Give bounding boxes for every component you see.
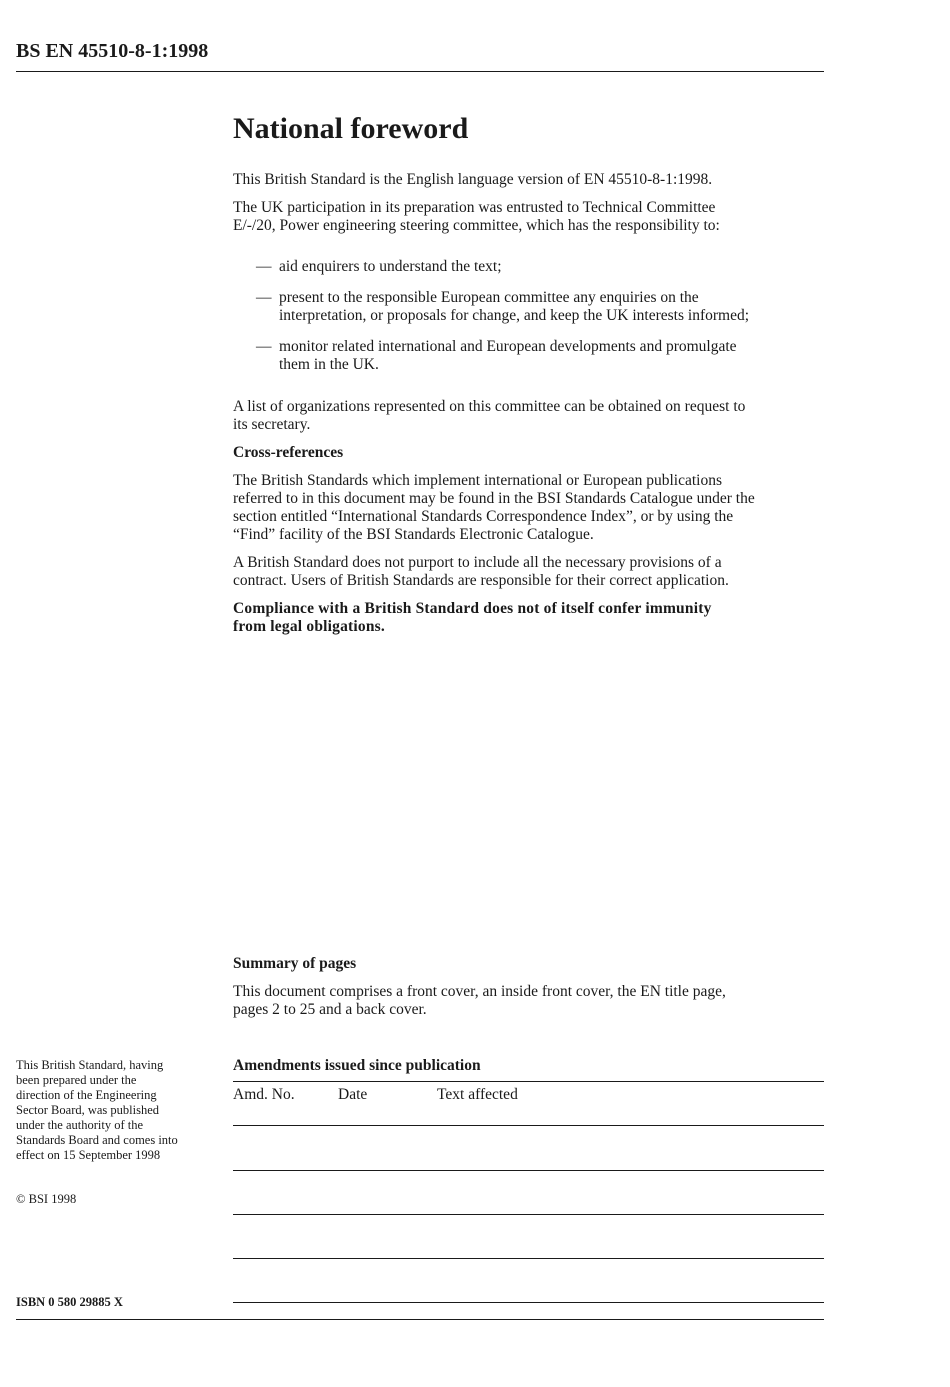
publication-note-line: Sector Board, was published: [16, 1103, 160, 1117]
amendments-table-rule: [233, 1214, 824, 1215]
committee-list-line-1: A list of organizations represented on this committee can be obtained on request to: [233, 398, 746, 415]
cross-references-heading: Cross-references: [233, 444, 344, 461]
cross-references-line: The British Standards which implement international or European publications: [233, 472, 722, 489]
column-header-date: Date: [338, 1086, 368, 1103]
contract-line-1: A British Standard does not purport to include all the necessary provisions of a: [233, 554, 722, 571]
amendments-table-rule: [233, 1081, 824, 1082]
column-header-amd-no: Amd. No.: [233, 1086, 295, 1103]
header-rule: [16, 71, 824, 72]
column-header-text-affected: Text affected: [437, 1086, 518, 1103]
publication-note-line: This British Standard, having: [16, 1058, 164, 1072]
document-code: BS EN 45510-8-1:1998: [16, 40, 209, 62]
amendments-table-rule: [233, 1302, 824, 1303]
list-item: aid enquirers to understand the text;: [279, 258, 502, 275]
list-item-continuation: them in the UK.: [279, 356, 379, 373]
publication-note-line: effect on 15 September 1998: [16, 1148, 161, 1162]
amendments-table-rule: [233, 1170, 824, 1171]
contract-line-2: contract. Users of British Standards are responsible for their correct application.: [233, 572, 729, 589]
amendments-table-rule: [233, 1258, 824, 1259]
participation-line-2: E/-/20, Power engineering steering committee, which has the responsibility to:: [233, 217, 720, 234]
page-title: National foreword: [233, 112, 469, 145]
summary-heading: Summary of pages: [233, 955, 357, 972]
amendments-heading: Amendments issued since publication: [233, 1057, 481, 1074]
cross-references-line: section entitled “International Standards Correspondence Index”, or by using the: [233, 508, 734, 525]
list-dash: —: [256, 338, 272, 355]
compliance-line-1: Compliance with a British Standard does not of itself confer immunity: [233, 600, 712, 617]
publication-note-line: Standards Board and comes into: [16, 1133, 178, 1147]
list-dash: —: [256, 289, 272, 306]
cross-references-line: referred to in this document may be found in the BSI Standards Catalogue under the: [233, 490, 755, 507]
list-item: present to the responsible European committee any enquiries on the: [279, 289, 699, 306]
participation-line-1: The UK participation in its preparation was entrusted to Technical Committee: [233, 199, 716, 216]
publication-note-line: under the authority of the: [16, 1118, 144, 1132]
intro-paragraph: This British Standard is the English language version of EN 45510-8-1:1998.: [233, 171, 713, 188]
summary-line-2: pages 2 to 25 and a back cover.: [233, 1001, 427, 1018]
summary-line-1: This document comprises a front cover, an inside front cover, the EN title page,: [233, 983, 726, 1000]
publication-note-line: been prepared under the: [16, 1073, 137, 1087]
amendments-table-rule: [233, 1125, 824, 1126]
committee-list-line-2: its secretary.: [233, 416, 311, 433]
compliance-line-2: from legal obligations.: [233, 618, 385, 635]
list-item-continuation: interpretation, or proposals for change, and keep the UK interests informed;: [279, 307, 750, 324]
cross-references-line: “Find” facility of the BSI Standards Electronic Catalogue.: [233, 526, 594, 543]
copyright-notice: © BSI 1998: [16, 1192, 77, 1206]
list-dash: —: [256, 258, 272, 275]
publication-note-line: direction of the Engineering: [16, 1088, 157, 1102]
footer-rule: [16, 1319, 824, 1320]
isbn: ISBN 0 580 29885 X: [16, 1295, 123, 1309]
list-item: monitor related international and European developments and promulgate: [279, 338, 737, 355]
